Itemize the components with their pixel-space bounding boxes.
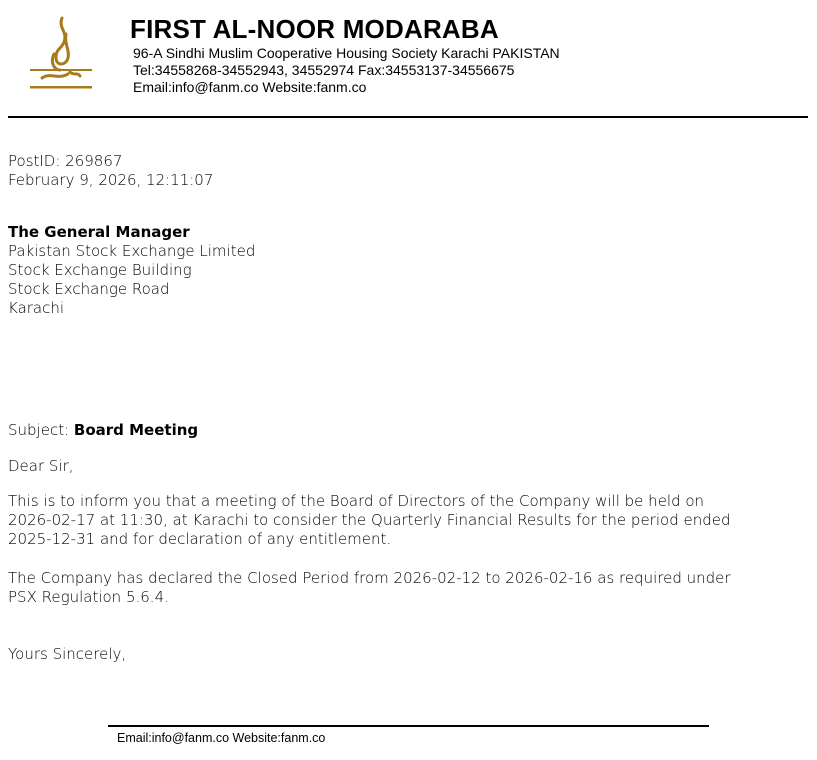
recipient-block bbox=[8, 223, 255, 318]
post-id: PostID: 269867 bbox=[8, 152, 123, 170]
recipient-line: Karachi bbox=[8, 299, 65, 317]
company-name: FIRST AL-NOOR MODARABA bbox=[130, 14, 499, 44]
subject: Board Meeting bbox=[73, 421, 199, 439]
company-email-website: Email:info@fanm.co Website:fanm.co bbox=[133, 79, 367, 95]
paragraph-line: This is to inform you that a meeting of the Board of Directors of the Company will be held on bbox=[8, 492, 705, 510]
post-datetime: February 9, 2026, 12:11:07 bbox=[8, 171, 214, 189]
subject-line bbox=[8, 421, 198, 440]
company-logo bbox=[28, 14, 94, 90]
closing: Yours Sincerely, bbox=[8, 645, 127, 663]
recipient-line: Pakistan Stock Exchange Limited bbox=[8, 242, 256, 260]
paragraph-2 bbox=[8, 569, 731, 607]
footer-divider bbox=[108, 725, 709, 727]
recipient-title: The General Manager bbox=[8, 223, 190, 241]
paragraph-1 bbox=[8, 492, 731, 549]
paragraph-line: PSX Regulation 5.6.4. bbox=[8, 588, 169, 606]
paragraph-line: 2026-02-17 at 11:30, at Karachi to consider the Quarterly Financial Results for the period ended bbox=[8, 511, 731, 529]
subject-label: Subject: bbox=[8, 421, 74, 439]
recipient-line: Stock Exchange Building bbox=[8, 261, 192, 279]
paragraph-line: The Company has declared the Closed Period from 2026-02-12 to 2026-02-16 as required under bbox=[8, 569, 731, 587]
salutation: Dear Sir, bbox=[8, 457, 74, 475]
paragraph-line: 2025-12-31 and for declaration of any entitlement. bbox=[8, 530, 392, 548]
post-meta bbox=[8, 152, 213, 190]
recipient-line: Stock Exchange Road bbox=[8, 280, 170, 298]
footer-email-website: Email:info@fanm.co Website:fanm.co bbox=[117, 731, 326, 745]
header-divider bbox=[8, 116, 808, 118]
company-phone-fax: Tel:34558268-34552943, 34552974 Fax:34553137-34556675 bbox=[133, 62, 515, 78]
company-address: 96-A Sindhi Muslim Cooperative Housing Society Karachi PAKISTAN bbox=[133, 45, 560, 61]
